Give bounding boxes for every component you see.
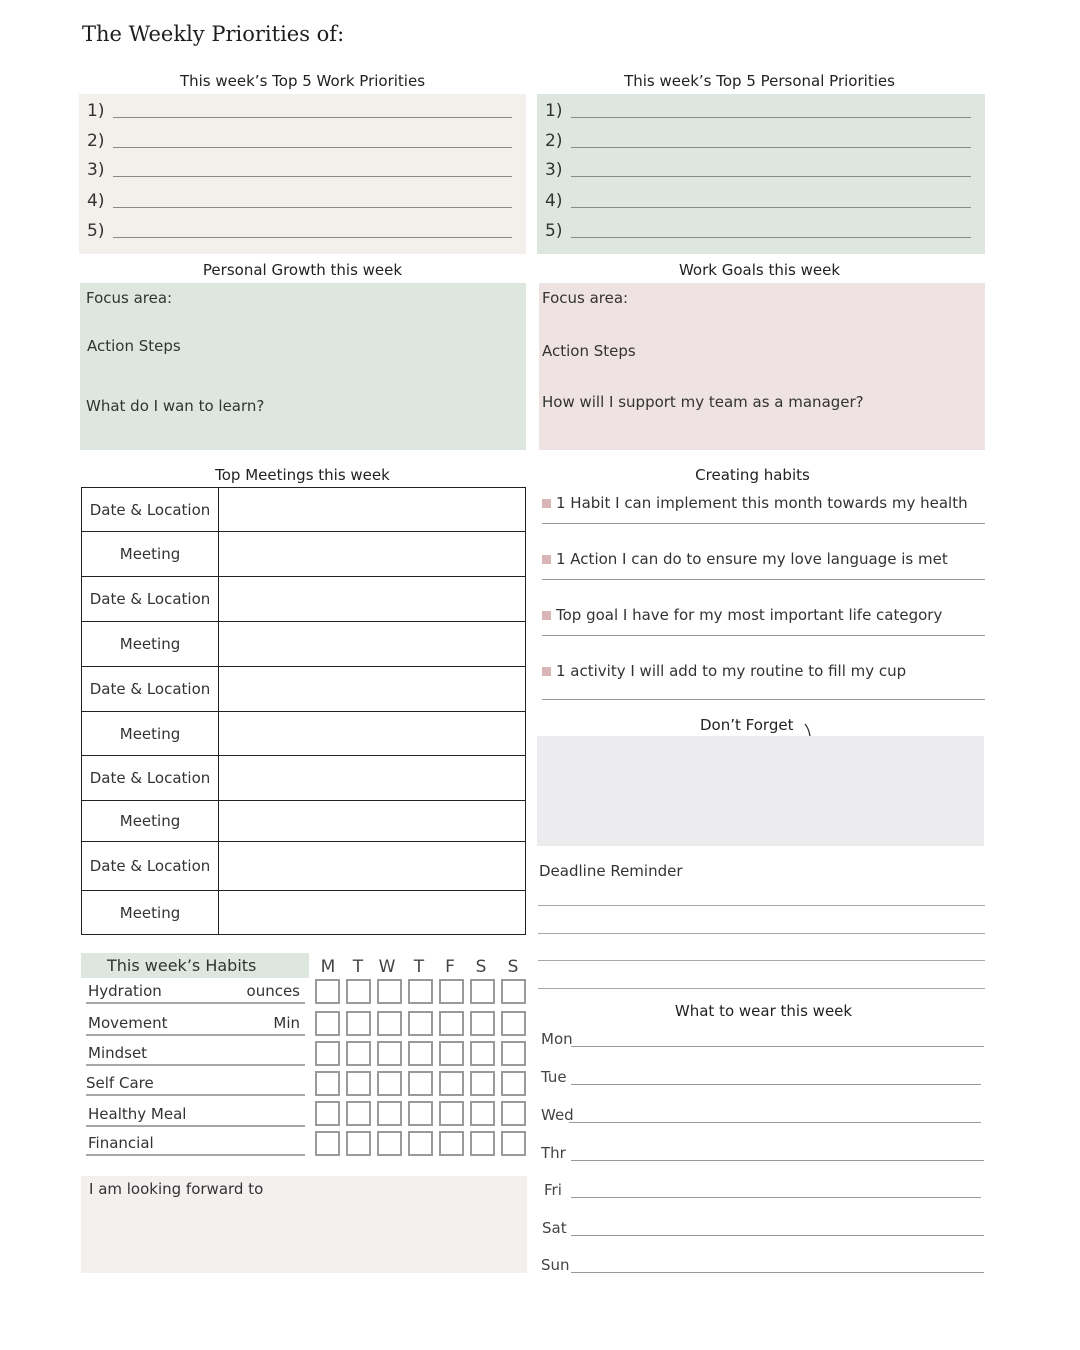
day-letter: M [320,957,336,977]
meeting-row-label: Date & Location [82,488,219,532]
habit-row-hydration: Hydration ounces [86,982,305,1004]
creating-habit-item[interactable]: 1 Habit I can implement this month towards my health [542,494,985,524]
habit-checkbox[interactable] [501,1011,526,1036]
personal-priority-2[interactable]: 2) [545,129,971,151]
work-priorities-title: This week’s Top 5 Work Priorities [179,72,426,90]
growth-question-label: What do I wan to learn? [86,397,265,415]
habit-checkbox[interactable] [315,979,340,1004]
work-priority-2[interactable]: 2) [87,129,512,151]
habit-checkbox[interactable] [501,1041,526,1066]
habit-checkbox[interactable] [346,1011,371,1036]
habit-row-financial: Financial [86,1134,305,1156]
meeting-row [82,667,526,712]
meeting-row-label: Date & Location [82,577,219,622]
work-priority-1[interactable]: 1) [87,99,512,121]
habit-checkbox[interactable] [377,1101,402,1126]
work-priority-4[interactable]: 4) [87,189,512,211]
habit-checkbox[interactable] [439,1041,464,1066]
habit-checkbox[interactable] [470,1101,495,1126]
meeting-row-field[interactable] [219,801,526,842]
habit-checkbox[interactable] [315,1041,340,1066]
work-priorities-panel [79,94,526,254]
day-letter: S [507,957,519,977]
wear-title: What to wear this week [674,1002,853,1020]
day-letter: W [378,957,396,977]
square-bullet-icon [542,555,551,564]
habit-checkbox[interactable] [470,1041,495,1066]
habit-checkbox[interactable] [470,979,495,1004]
creating-habit-item[interactable]: 1 Action I can do to ensure my love language is met [542,550,985,580]
personal-priority-1[interactable]: 1) [545,99,971,121]
meeting-row [82,532,526,577]
habit-checkbox[interactable] [315,1071,340,1096]
meeting-row-label: Meeting [82,532,219,577]
personal-priority-5[interactable]: 5) [545,219,971,241]
habit-checkbox[interactable] [439,1131,464,1156]
habit-checkbox[interactable] [408,1131,433,1156]
work-action-label: Action Steps [542,342,636,360]
wear-row-wed[interactable]: Wed [541,1100,984,1124]
day-letter: T [352,957,364,977]
work-focus-label: Focus area: [542,289,629,307]
creating-habit-item[interactable]: 1 activity I will add to my routine to fill my cup [542,662,985,700]
deadline-line[interactable] [538,960,985,961]
meeting-row [82,801,526,842]
habit-checkbox[interactable] [377,979,402,1004]
meeting-row-field[interactable] [219,756,526,801]
meeting-row [82,577,526,622]
habit-checkbox[interactable] [315,1101,340,1126]
habit-checkbox[interactable] [315,1131,340,1156]
meeting-row-field[interactable] [219,532,526,577]
meeting-row [82,622,526,667]
dont-forget-panel[interactable] [537,736,984,846]
meeting-row-field[interactable] [219,842,526,891]
work-priority-3[interactable]: 3) [87,158,512,180]
habit-checkbox[interactable] [377,1131,402,1156]
personal-priority-4[interactable]: 4) [545,189,971,211]
wear-row-tue[interactable]: Tue [541,1062,984,1086]
meeting-row-label: Meeting [82,622,219,667]
meeting-row-field[interactable] [219,577,526,622]
habit-checkbox[interactable] [408,1071,433,1096]
meeting-row [82,891,526,935]
habit-row-mindset: Mindset [86,1044,305,1066]
meeting-row-field[interactable] [219,488,526,532]
habit-checkbox[interactable] [346,1131,371,1156]
habit-checkbox[interactable] [377,1041,402,1066]
habit-checkbox[interactable] [315,1011,340,1036]
growth-action-label: Action Steps [87,337,181,355]
habit-checkbox[interactable] [377,1011,402,1036]
meetings-title: Top Meetings this week [215,466,390,484]
habit-checkbox[interactable] [470,1011,495,1036]
habit-row-healthy-meal: Healthy Meal [86,1105,305,1127]
square-bullet-icon [542,611,551,620]
wear-row-fri[interactable]: Fri [541,1175,984,1199]
deadline-line[interactable] [538,988,985,989]
habit-row-self-care: Self Care [86,1074,305,1096]
square-bullet-icon [542,499,551,508]
habit-checkbox[interactable] [346,1071,371,1096]
habit-checkbox[interactable] [501,1131,526,1156]
work-goals-panel[interactable] [539,283,985,450]
habit-checkbox[interactable] [408,1041,433,1066]
habit-checkbox[interactable] [501,1101,526,1126]
habit-checkbox[interactable] [470,1071,495,1096]
weekly-habits-title: This week’s Habits [107,956,257,975]
habit-checkbox[interactable] [439,1011,464,1036]
habit-checkbox[interactable] [439,1101,464,1126]
meetings-table [81,487,526,935]
creating-habit-item[interactable]: Top goal I have for my most important life category [542,606,985,636]
meeting-row-field[interactable] [219,667,526,712]
habit-checkbox[interactable] [408,1101,433,1126]
personal-priorities-panel [537,94,985,254]
wear-row-sat[interactable]: Sat [541,1213,984,1237]
habit-checkbox[interactable] [377,1071,402,1096]
looking-forward-label: I am looking forward to [89,1180,264,1198]
habit-checkbox[interactable] [408,979,433,1004]
habit-checkbox[interactable] [439,1071,464,1096]
habit-checkbox[interactable] [501,979,526,1004]
day-letter: T [413,957,425,977]
deadline-line[interactable] [538,933,985,934]
work-question-label: How will I support my team as a manager? [542,393,864,411]
personal-growth-title: Personal Growth this week [202,261,403,279]
habit-checkbox[interactable] [346,1101,371,1126]
dont-forget-title: Don’t Forget [700,716,794,734]
habit-checkbox[interactable] [346,979,371,1004]
meeting-row [82,842,526,891]
habit-row-movement: Movement Min [86,1014,305,1036]
wear-row-mon[interactable]: Mon [541,1024,984,1048]
looking-forward-panel[interactable] [81,1176,527,1273]
habit-checkbox[interactable] [346,1041,371,1066]
meeting-row-label: Date & Location [82,667,219,712]
growth-focus-label: Focus area: [86,289,173,307]
meeting-row-label: Meeting [82,891,219,935]
habit-checkbox[interactable] [408,1011,433,1036]
meeting-row-field[interactable] [219,891,526,935]
meeting-row-field[interactable] [219,712,526,756]
meeting-row-field[interactable] [219,622,526,667]
day-letter: F [445,957,455,977]
work-goals-title: Work Goals this week [678,261,841,279]
page-title: The Weekly Priorities of: [82,22,345,46]
personal-priorities-title: This week’s Top 5 Personal Priorities [624,72,895,90]
deadline-line[interactable] [538,905,985,906]
habit-checkbox[interactable] [501,1071,526,1096]
meeting-row-label: Date & Location [82,842,219,891]
meeting-row [82,488,526,532]
wear-row-thr[interactable]: Thr [541,1138,984,1162]
square-bullet-icon [542,667,551,676]
wear-row-sun[interactable]: Sun [541,1250,984,1274]
personal-priority-3[interactable]: 3) [545,158,971,180]
deadline-title: Deadline Reminder [539,862,683,880]
work-priority-5[interactable]: 5) [87,219,512,241]
day-letter: S [475,957,487,977]
meeting-row-label: Meeting [82,801,219,842]
meeting-row [82,712,526,756]
personal-growth-panel[interactable] [80,283,526,450]
meeting-row-label: Date & Location [82,756,219,801]
creating-habits-title: Creating habits [695,466,810,484]
habit-checkbox[interactable] [470,1131,495,1156]
habit-checkbox[interactable] [439,979,464,1004]
meeting-row-label: Meeting [82,712,219,756]
meeting-row [82,756,526,801]
